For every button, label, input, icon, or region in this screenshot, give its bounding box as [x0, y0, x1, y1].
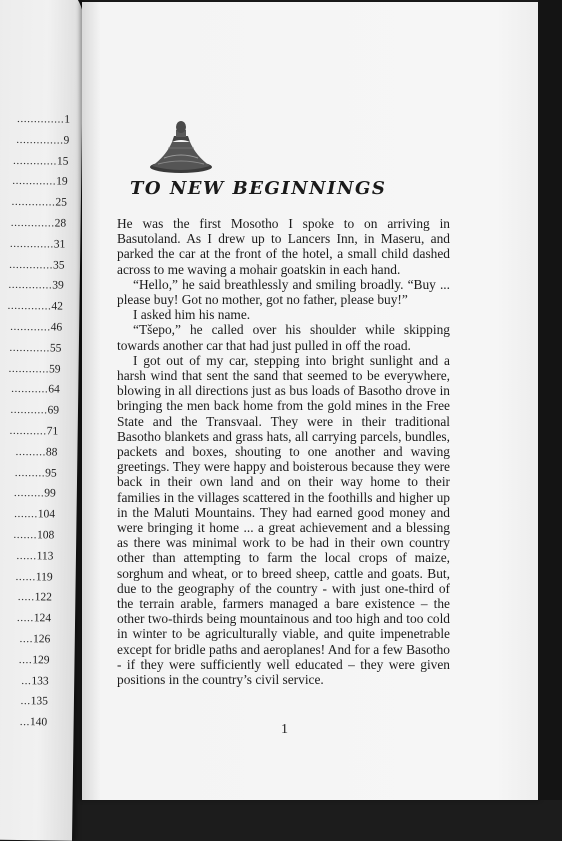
toc-leader-dots: ............: [8, 362, 50, 376]
toc-entry: [0, 674, 49, 687]
toc-page-number: 124: [33, 612, 52, 625]
toc-leader-dots: .............: [8, 279, 53, 292]
toc-entry: [0, 404, 59, 417]
toc-leader-dots: .........: [15, 445, 46, 459]
toc-entry: [3, 134, 69, 147]
toc-entry: [0, 612, 51, 625]
toc-page-number: 133: [31, 674, 49, 688]
toc-entry: [0, 716, 47, 729]
toc-entry: [0, 508, 55, 521]
paragraph: I asked him his name.: [133, 307, 251, 323]
toc-leader-dots: .............: [13, 154, 58, 168]
toc-leader-dots: .............: [9, 237, 54, 251]
toc-entry: [0, 466, 57, 479]
toc-page-number: 9: [63, 134, 70, 147]
toc-page-number: 25: [55, 196, 67, 209]
toc-entry: [0, 258, 65, 271]
toc-page-number: 28: [54, 217, 67, 230]
toc-leader-dots: ......: [15, 570, 36, 583]
toc-page-number: 64: [48, 383, 60, 396]
toc-leader-dots: ............: [10, 320, 51, 334]
toc-page-number: 69: [47, 404, 60, 417]
toc-entry: [0, 695, 48, 708]
toc-page-number: 59: [48, 363, 61, 376]
toc-page-number: 99: [44, 487, 56, 500]
toc-leader-dots: .......: [14, 508, 38, 521]
toc-leader-dots: ...........: [9, 424, 47, 438]
toc-page-number: 104: [37, 508, 56, 521]
toc-page-number: 35: [52, 259, 65, 272]
toc-entry: [0, 445, 57, 458]
background-edge: [538, 0, 562, 800]
toc-leader-dots: ...: [20, 695, 31, 708]
toc-entry: [0, 549, 54, 562]
toc-page-number: 31: [53, 238, 66, 251]
toc-leader-dots: .........: [13, 487, 45, 500]
toc-leader-dots: ..............: [16, 112, 65, 126]
toc-entry: [0, 279, 64, 292]
toc-leader-dots: ...........: [10, 404, 48, 417]
toc-leader-dots: .............: [10, 216, 55, 230]
toc-leader-dots: .......: [13, 528, 38, 542]
page-number: 1: [281, 722, 288, 737]
toc-entry: [0, 653, 50, 666]
paragraph: “Tšepo,” he called over his shoulder while skipping towards another car that had just pulled in off the road.: [117, 322, 450, 353]
toc-page-number: 1: [64, 113, 71, 126]
toc-entry: [0, 487, 56, 500]
toc-page-number: 126: [32, 633, 51, 646]
toc-entry: [2, 154, 68, 167]
toc-leader-dots: ....: [18, 653, 33, 667]
toc-page-number: 113: [36, 550, 54, 563]
toc-page-number: 129: [32, 654, 50, 667]
toc-leader-dots: ...: [21, 674, 32, 687]
toc-page-number: 119: [35, 570, 53, 584]
paragraph: “Hello,” he said breathlessly and smiling broadly. “Buy ... please buy! Got no mother, got no father, please buy!”: [117, 276, 450, 308]
left-page-contents: [0, 0, 84, 841]
toc-page-number: 122: [34, 591, 52, 604]
toc-leader-dots: .............: [11, 196, 56, 209]
toc-leader-dots: ............: [9, 341, 50, 355]
toc-leader-dots: ..............: [16, 133, 64, 147]
toc-leader-dots: ...........: [11, 383, 49, 396]
toc-page-number: 108: [36, 529, 55, 542]
toc-leader-dots: .....: [16, 612, 34, 625]
basotho-hat-icon: [148, 118, 214, 176]
toc-page-number: 55: [49, 342, 62, 355]
toc-page-number: 15: [56, 155, 69, 168]
toc-entry: [0, 383, 60, 396]
toc-leader-dots: .....: [17, 591, 35, 604]
toc-entry: [0, 300, 63, 313]
toc-entry: [0, 591, 52, 604]
toc-entry: [2, 175, 68, 188]
toc-page-number: 19: [56, 175, 68, 189]
toc-entry: [0, 321, 62, 334]
toc-page-number: 39: [52, 279, 64, 293]
toc-entry: [4, 113, 70, 126]
toc-entry: [0, 633, 50, 646]
toc-leader-dots: ......: [16, 549, 37, 563]
chapter-title: TO NEW BEGINNINGS: [130, 178, 387, 199]
toc-page-number: 95: [45, 466, 57, 480]
chapter-body: [117, 216, 450, 687]
toc-entry: [0, 238, 65, 251]
toc-entry: [0, 425, 58, 438]
toc-page-number: 46: [50, 321, 63, 334]
toc-page-number: 140: [29, 716, 48, 729]
toc-entry: [0, 217, 66, 230]
paragraph: He was the first Mosotho I spoke to on arriving in Basutoland. As I drew up to Lancers Inn, in Maseru, and parked the car at the front of the hotel, a small child dashed across to me waving a mohair goatskin in each hand.: [117, 216, 450, 277]
toc-leader-dots: .........: [14, 466, 46, 479]
paragraph: I got out of my car, stepping into bright sunlight and a harsh wind that sent the sand that seemed to be everywhere, blowing in all directions just as bus loads of Basotho drove in bringing the men back home from the gold mines in the Free State and the Transvaal. They were in their traditional Basotho blankets and grass hats, all carrying parcels, bundles, packets and boxes, shouting to one another and waving greetings. They were happy and boisterous because they were back in their own land and on their way home to their families in the villages scattered in the foothills and higher up in the Maluti Mountains. They had earned good money and were bringing it home ... a great achievement and a blessing as there was minimal work to be had in their own country other than attempting to farm the local crops of maize, sorghum and wheat, or to breed sheep, cattle and goats. But, due to the geography of the country - with just one-third of the terrain arable, farmers managed a bare existence – the other two-thirds being mountainous and too high and too cold in winter to be agriculturally viable, and quite impenetrable except for bridle paths and aeroplanes! And for a few Basotho - if they were sufficiently well educated – they were given positions in the country’s civil service.: [117, 352, 450, 688]
toc-page-number: 135: [30, 695, 49, 708]
toc-page-number: 88: [45, 446, 58, 459]
toc-leader-dots: ....: [19, 633, 34, 646]
toc-leader-dots: .............: [9, 258, 54, 272]
toc-entry: [0, 570, 53, 583]
toc-entry: [0, 529, 54, 542]
toc-leader-dots: .............: [12, 175, 57, 188]
toc-entry: [1, 196, 67, 209]
toc-entry: [0, 362, 61, 375]
toc-leader-dots: .............: [7, 300, 52, 313]
toc-page-number: 42: [51, 300, 64, 313]
toc-leader-dots: ...: [19, 716, 30, 729]
toc-page-number: 71: [46, 425, 59, 438]
toc-entry: [0, 341, 61, 354]
